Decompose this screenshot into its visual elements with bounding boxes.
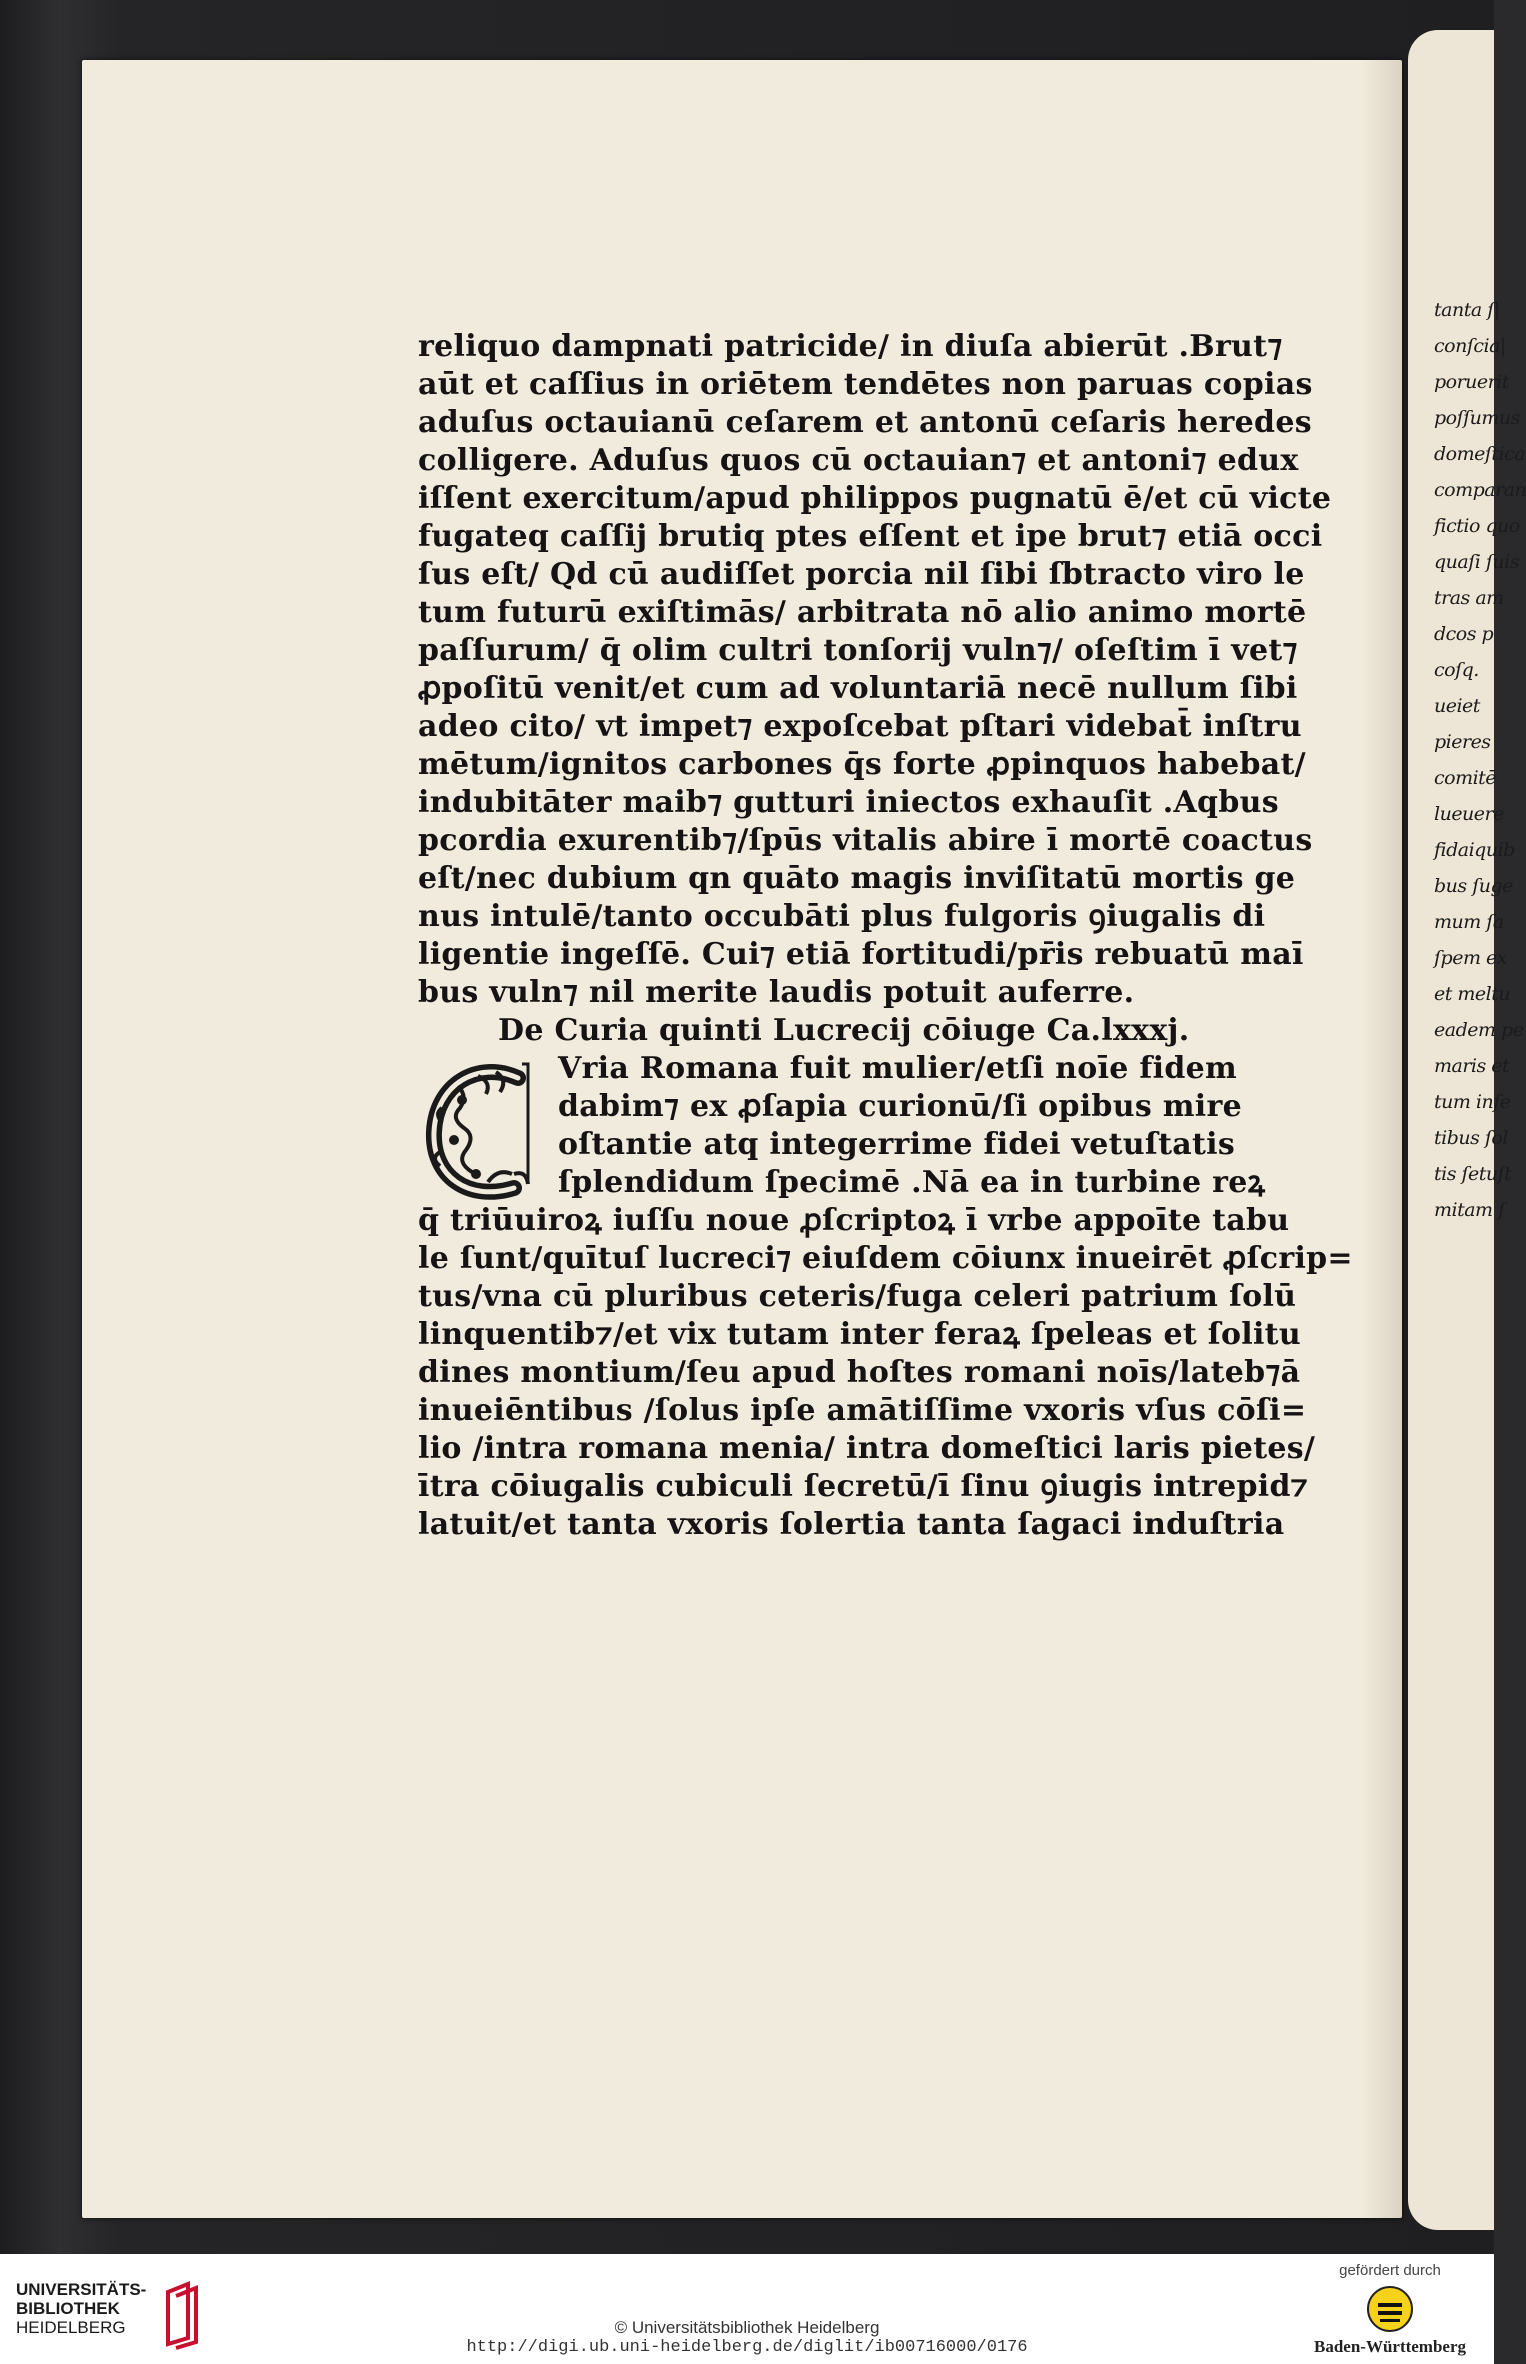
text-line: inueiēntibus /ſolus ipſe amātiſſime vxoris vſus cōſi= <box>418 1393 1307 1428</box>
text-line: pcordia exurentib⁊/ſpūs vitalis abire ī mortē coactus <box>418 823 1313 858</box>
adjacent-text-fragment: tanta ſ| <box>1434 299 1500 321</box>
adjacent-text-fragment: coſq. <box>1434 659 1479 681</box>
text-line: paſſurum/ q̄ olim cultri tonſorij vuln⁊/ oſeſtim ī vet⁊ <box>418 633 1298 668</box>
text-line: mētum/ignitos carbones q̄s forte ꝓpinquos habebat/ <box>418 747 1306 782</box>
adjacent-text-fragment: ueiet <box>1434 695 1480 717</box>
text-line: dabim⁊ ex ꝓſapia curionū/ſi opibus mire <box>558 1089 1242 1124</box>
text-line: ſplendidum ſpecimē .Nā ea in turbine reꝝ <box>558 1165 1266 1200</box>
text-line: ītra cōiugalis cubiculi ſecretū/ī ſinu ꝯiugis intrepid⁊ <box>418 1469 1309 1504</box>
sponsor-name: Baden-Württemberg <box>1313 2337 1467 2356</box>
text-line: q̄ triūuiroꝝ iuſſu noue ꝓſcriptoꝝ ī vrbe appoīte tabu <box>418 1203 1290 1238</box>
text-line: dines montium/ſeu apud hoſtes romani noīs/lateb⁊ā <box>418 1355 1301 1390</box>
adjacent-text-fragment: conſcia| <box>1434 335 1506 357</box>
text-line: nus intulē/tanto occubāti plus fulgoris ꝯiugalis di <box>418 899 1266 934</box>
state-seal-icon <box>1366 2285 1414 2333</box>
adjacent-text-fragment: mitam ſ <box>1434 1199 1505 1221</box>
library-name-line3: HEIDELBERG <box>16 2318 126 2337</box>
library-name-line1: UNIVERSITÄTS- <box>16 2280 147 2299</box>
adjacent-text-fragment: tis ſetuſt <box>1434 1163 1512 1185</box>
text-line: tus/vna cū pluribus ceteris/fuga celeri patrium ſolū <box>418 1279 1297 1314</box>
sponsor-block <box>1300 2262 1480 2357</box>
paragraph-porcia <box>418 328 1332 1012</box>
text-line: tum futurū exiſtimās/ arbitrata nō alio animo mortē <box>418 595 1307 630</box>
adjacent-text-fragment: bus ſuge <box>1434 875 1513 897</box>
adjacent-text-fragment: tibus ſol <box>1434 1127 1508 1149</box>
adjacent-text-fragment: pieres <box>1434 731 1491 753</box>
text-line: adeo cito/ vt impet⁊ expoſcebat pſtari videbat̄ inſtru <box>418 709 1302 744</box>
text-line: Vria Romana fuit mulier/etſi noīe fidem <box>558 1051 1238 1086</box>
text-line: indubitāter maib⁊ gutturi iniectos exhauſit .Aqbus <box>418 785 1279 820</box>
viewer-footer <box>0 2254 1494 2364</box>
adjacent-text-fragment: maris et <box>1434 1055 1510 1077</box>
paragraph-curia <box>418 1202 1353 1544</box>
text-line: bus vuln⁊ nil merite laudis potuit auferre. <box>418 975 1135 1010</box>
page-gutter-shadow <box>1362 60 1402 2218</box>
adjacent-text-fragment: dcos p <box>1434 623 1494 645</box>
adjacent-text-fragment: comparan <box>1434 479 1526 501</box>
adjacent-text-fragment: fictio quo <box>1434 515 1520 537</box>
text-line: ſus eſt/ Qd cū audiſſet porcia nil ſibi ſbtracto viro le <box>418 557 1305 592</box>
text-line: aūt et caſſius in oriētem tendētes non paruas copias <box>418 367 1313 402</box>
adjacent-text-fragment: poſſumus <box>1434 407 1520 429</box>
adjacent-page-edge <box>1408 30 1526 2230</box>
text-line: aduſus octauianū ceſarem et antonū ceſaris heredes <box>418 405 1312 440</box>
text-line: eſt/nec dubium qn quāto magis inviſitatū mortis ge <box>418 861 1296 896</box>
text-line: reliquo dampnati patricide/ in diuſa abierūt .Brut⁊ <box>418 329 1283 364</box>
adjacent-text-fragment: et meltu <box>1434 983 1511 1005</box>
text-line: ꝓpoſitū venit/et cum ad voluntariā necē nullum ſibi <box>418 671 1298 706</box>
initial-paragraph <box>418 1050 1266 1202</box>
adjacent-text-fragment: tum infe <box>1434 1091 1511 1113</box>
adjacent-text-fragment: ſpem ex <box>1434 947 1507 969</box>
adjacent-text-fragment: domeſtica <box>1434 443 1526 465</box>
adjacent-text-fragment: mum ſa <box>1434 911 1504 933</box>
copyright-notice: © Universitätsbibliothek Heidelberg <box>614 2318 880 2337</box>
page-text <box>418 328 1353 1544</box>
adjacent-text-fragment: quaſi ſuis <box>1434 551 1519 573</box>
chapter-heading: De Curia quinti Lucrecij cōiuge Ca.lxxxj. <box>498 1013 1190 1048</box>
adjacent-text-fragment: lueuere <box>1434 803 1504 825</box>
adjacent-page-text <box>1408 292 1526 1228</box>
sponsor-label: gefördert durch <box>1339 2262 1441 2279</box>
text-line: colligere. Aduſus quos cū octauian⁊ et antoni⁊ edux <box>418 443 1299 478</box>
adjacent-text-fragment: comitē <box>1434 767 1497 789</box>
adjacent-text-fragment: poruerit <box>1434 371 1509 393</box>
decorated-initial-c-icon <box>418 1056 548 1206</box>
text-line: iſſent exercitum/apud philippos pugnatū ē/et cū victe <box>418 481 1332 516</box>
text-line: oſtantie atq integerrime fidei vetuſtatis <box>558 1127 1236 1162</box>
text-line: latuit/et tanta vxoris ſolertia tanta ſagaci induſtria <box>418 1507 1285 1542</box>
text-line: ligentie ingeſſē. Cui⁊ etiā fortitudi/pr̄is rebuatū maī <box>418 937 1304 972</box>
library-name-line2: BIBLIOTHEK <box>16 2299 120 2318</box>
permalink-url[interactable]: http://digi.ub.uni-heidelberg.de/diglit/ib00716000/0176 <box>466 2338 1028 2357</box>
text-line: le ſunt/quītuſ lucreci⁊ eiuſdem cōiunx inueirēt ꝓſcrip= <box>418 1241 1353 1276</box>
text-line: fugateq caſſij brutiq ptes eſſent et ipe brut⁊ etiā occi <box>418 519 1323 554</box>
adjacent-text-fragment: eadem pe <box>1434 1019 1524 1041</box>
text-line: lio /intra romana menia/ intra domeſtici laris pietes/ <box>418 1431 1316 1466</box>
adjacent-text-fragment: tras am <box>1434 587 1504 609</box>
text-line: linquentib⁊/et vix tutam inter feraꝝ ſpeleas et ſolitu <box>418 1317 1301 1352</box>
adjacent-text-fragment: fidaiquib <box>1434 839 1515 861</box>
